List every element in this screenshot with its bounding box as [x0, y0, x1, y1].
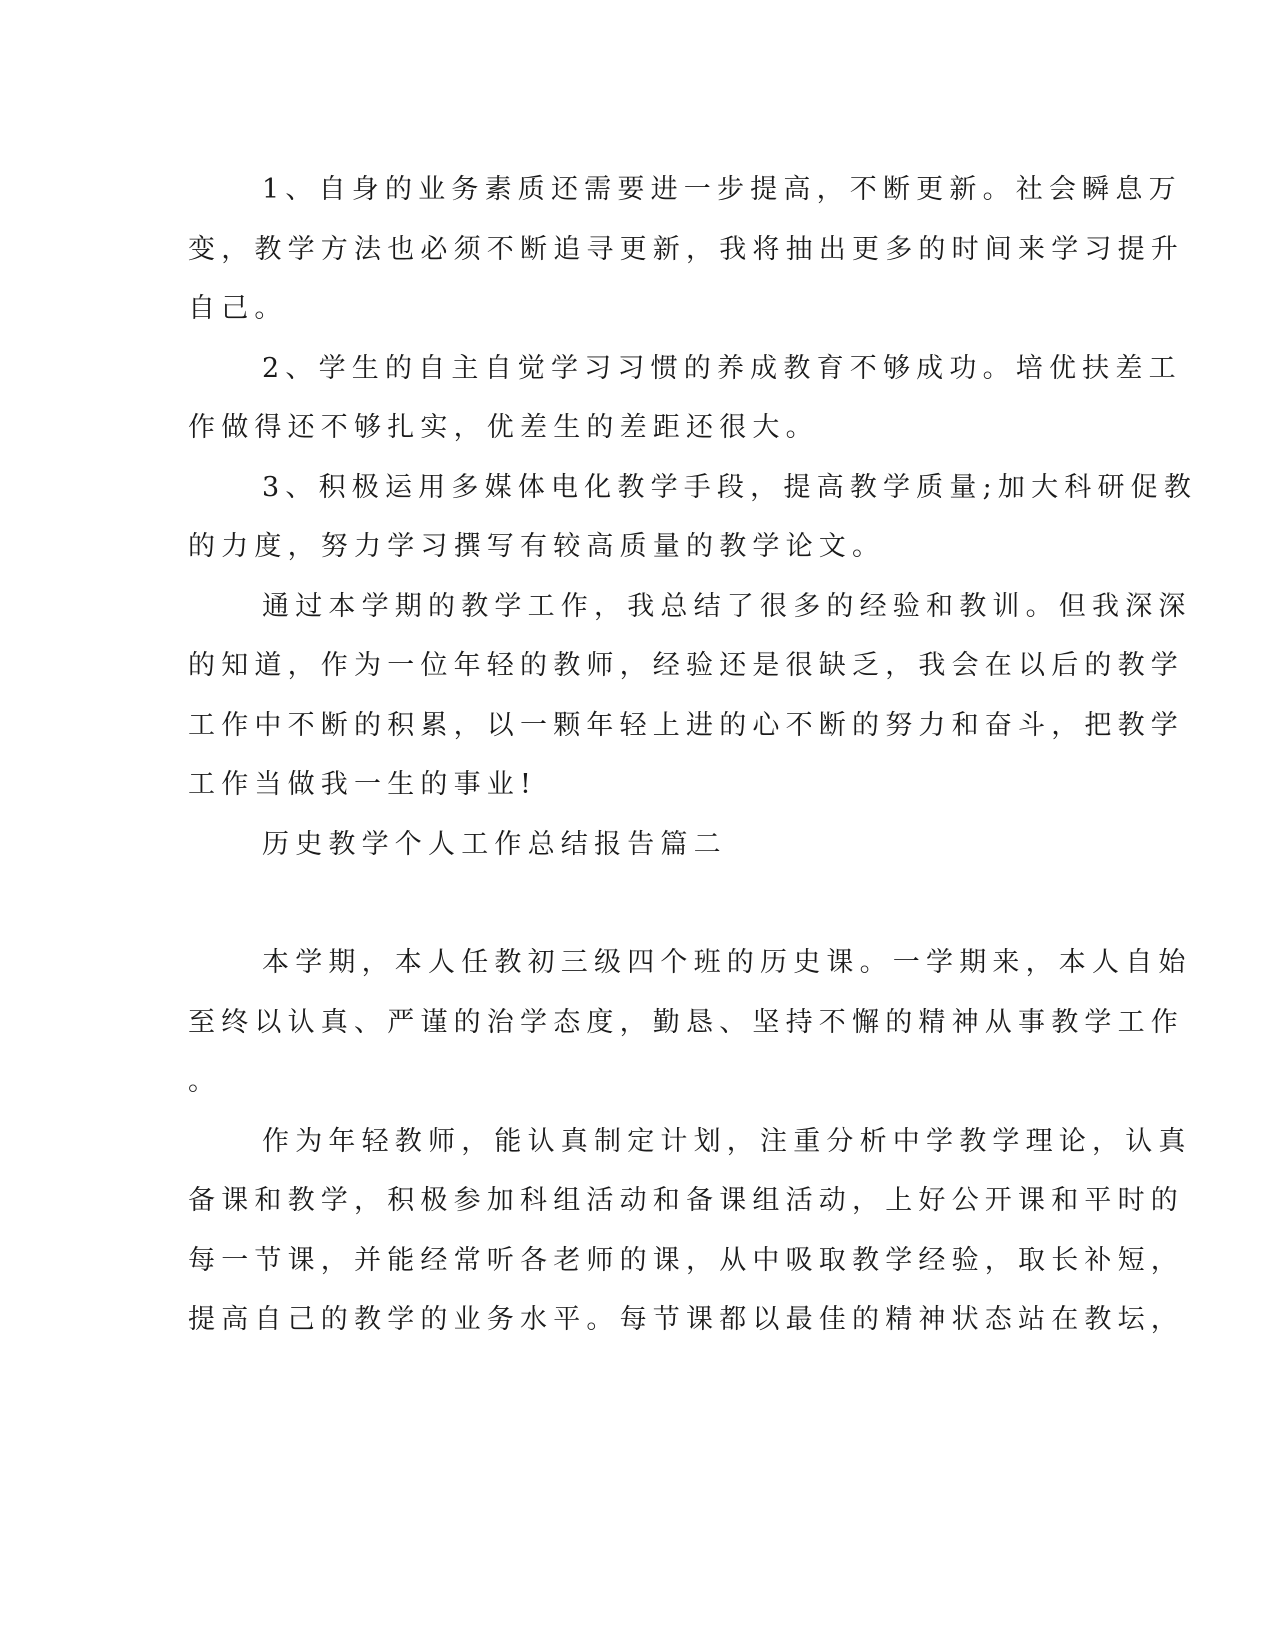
- paragraph-5-line-3: 。: [188, 1066, 222, 1097]
- paragraph-6-line-1: 作为年轻教师，能认真制定计划，注重分析中学教学理论，认真: [262, 1126, 1192, 1157]
- paragraph-3-line-2: 的力度，努力学习撰写有较高质量的教学论文。: [188, 531, 886, 562]
- paragraph-1-line-1: 1、自身的业务素质还需要进一步提高，不断更新。社会瞬息万: [262, 174, 1182, 205]
- paragraph-4-line-1: 通过本学期的教学工作，我总结了很多的经验和教训。但我深深: [262, 591, 1192, 622]
- paragraph-6-line-4: 提高自己的教学的业务水平。每节课都以最佳的精神状态站在教坛，: [188, 1304, 1184, 1335]
- paragraph-6-line-3: 每一节课，并能经常听各老师的课，从中吸取教学经验，取长补短，: [188, 1245, 1184, 1276]
- paragraph-4-line-3: 工作中不断的积累，以一颗年轻上进的心不断的努力和奋斗，把教学: [188, 710, 1184, 741]
- paragraph-6-line-2: 备课和教学，积极参加科组活动和备课组活动，上好公开课和平时的: [188, 1185, 1184, 1216]
- paragraph-2-line-2: 作做得还不够扎实，优差生的差距还很大。: [188, 412, 819, 443]
- paragraph-1-line-2: 变，教学方法也必须不断追寻更新，我将抽出更多的时间来学习提升: [188, 234, 1184, 265]
- paragraph-5-line-2: 至终以认真、严谨的治学态度，勤恳、坚持不懈的精神从事教学工作: [188, 1007, 1184, 1038]
- paragraph-3-line-1: 3、积极运用多媒体电化教学手段，提高教学质量;加大科研促教: [262, 472, 1198, 503]
- paragraph-4-line-2: 的知道，作为一位年轻的教师，经验还是很缺乏，我会在以后的教学: [188, 650, 1184, 681]
- paragraph-5-line-1: 本学期，本人任教初三级四个班的历史课。一学期来，本人自始: [262, 947, 1192, 978]
- paragraph-4-line-4: 工作当做我一生的事业!: [188, 769, 538, 800]
- paragraph-2-line-1: 2、学生的自主自觉学习习惯的养成教育不够成功。培优扶差工: [262, 353, 1182, 384]
- paragraph-1-line-3: 自己。: [188, 293, 288, 324]
- section-heading: 历史教学个人工作总结报告篇二: [262, 829, 727, 860]
